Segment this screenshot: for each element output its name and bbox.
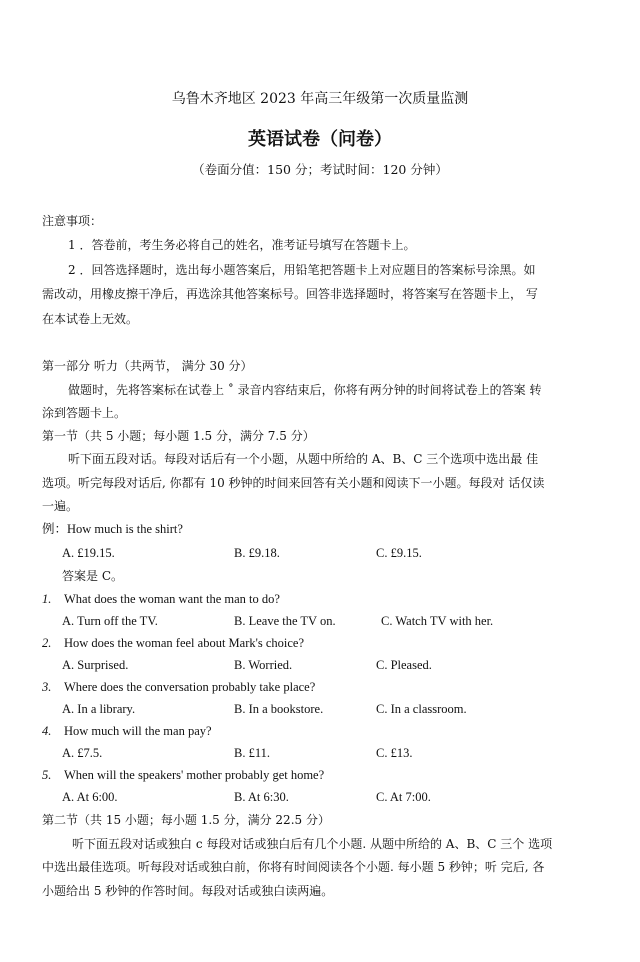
section1-intro-line-2: 选项。听完每段对话后, 你都有 10 秒钟的时间来回答有关小题和阅读下一小题。每段对 话仅读 bbox=[42, 476, 545, 490]
question-1 bbox=[42, 591, 280, 607]
question-1-option-b: B. Leave the TV on. bbox=[234, 614, 336, 628]
question-4-option-a: A. £7.5. bbox=[62, 746, 103, 760]
question-number: 3. bbox=[42, 680, 52, 694]
paper-meta: （卷面分值：150 分；考试时间：120 分钟） bbox=[192, 162, 448, 177]
example-question: 例：How much is the shirt? bbox=[42, 522, 183, 536]
question-2-option-b: B. Worried. bbox=[234, 658, 293, 672]
section2-intro-line-2: 中选出最佳选项。听每段对话或独白前，你将有时间阅读各个小题. 每小题 5 秒钟；听 完后, 各 bbox=[42, 860, 545, 874]
question-3-option-a: A. In a library. bbox=[62, 702, 136, 716]
notice-item-2-line-1: 2 ．回答选择题时，选出每小题答案后，用铅笔把答题卡上对应题目的答案标号涂黑。如 bbox=[68, 263, 536, 277]
question-text: What does the woman want the man to do? bbox=[64, 592, 280, 606]
question-5 bbox=[42, 767, 324, 783]
notice-item-2-line-2: 需改动，用橡皮擦干净后，再选涂其他答案标号。回答非选择题时，将答案写在答题卡上， 写 bbox=[42, 287, 538, 301]
question-number: 2. bbox=[42, 636, 52, 650]
question-number: 4. bbox=[42, 724, 52, 738]
section1-intro-line-1: 听下面五段对话。每段对话后有一个小题，从题中所给的 A、B、C 三个选项中选出最 佳 bbox=[68, 452, 539, 466]
section2-heading: 第二节（共 15 小题；每小题 1.5 分，满分 22.5 分） bbox=[42, 813, 330, 827]
example-option-c: C. £9.15. bbox=[376, 546, 422, 560]
example-answer: 答案是 C。 bbox=[62, 569, 123, 583]
exam-title: 乌鲁木齐地区 2023 年高三年级第一次质量监测 bbox=[171, 91, 469, 107]
question-3-option-c: C. In a classroom. bbox=[376, 702, 467, 716]
question-2-option-a: A. Surprised. bbox=[62, 658, 129, 672]
part1-intro-line-1: 做题时，先将答案标在试卷上 ˚ 录音内容结束后，你将有两分钟的时间将试卷上的答案 转 bbox=[68, 383, 542, 397]
section1-heading: 第一节（共 5 小题；每小题 1.5 分，满分 7.5 分） bbox=[42, 429, 315, 443]
question-1-option-a: A. Turn off the TV. bbox=[62, 614, 158, 628]
example-option-b: B. £9.18. bbox=[234, 546, 280, 560]
question-5-option-c: C. At 7:00. bbox=[376, 790, 431, 804]
question-number: 1. bbox=[42, 592, 52, 606]
notice-item-2-line-3: 在本试卷上无效。 bbox=[42, 312, 139, 326]
question-text: Where does the conversation probably take place? bbox=[64, 680, 316, 694]
question-text: How does the woman feel about Mark's choice? bbox=[64, 636, 305, 650]
example-option-a: A. £19.15. bbox=[62, 546, 115, 560]
question-4-option-c: C. £13. bbox=[376, 746, 413, 760]
question-2 bbox=[42, 635, 304, 651]
question-3 bbox=[42, 679, 315, 695]
section2-intro-line-1: 听下面五段对话或独白 c 每段对话或独白后有几个小题. 从题中所给的 A、B、C 三个 选项 bbox=[72, 837, 553, 851]
notice-item-1: 1 ．答卷前，考生务必将自己的姓名，准考证号填写在答题卡上。 bbox=[68, 238, 416, 252]
question-1-option-c: C. Watch TV with her. bbox=[381, 614, 494, 628]
question-5-option-b: B. At 6:30. bbox=[234, 790, 289, 804]
question-4-option-b: B. £11. bbox=[234, 746, 270, 760]
paper-subtitle: 英语试卷（问卷） bbox=[248, 129, 392, 150]
question-4 bbox=[42, 723, 212, 739]
question-text: When will the speakers' mother probably get home? bbox=[64, 768, 325, 782]
question-2-option-c: C. Pleased. bbox=[376, 658, 432, 672]
part1-heading: 第一部分 听力（共两节， 满分 30 分） bbox=[42, 359, 253, 373]
question-text: How much will the man pay? bbox=[64, 724, 212, 738]
question-5-option-a: A. At 6:00. bbox=[62, 790, 118, 804]
section1-intro-line-3: 一遍。 bbox=[42, 499, 79, 513]
question-number: 5. bbox=[42, 768, 52, 782]
notice-heading: 注意事项： bbox=[42, 214, 103, 228]
section2-intro-line-3: 小题给出 5 秒钟的作答时间。每段对话或独白读两遍。 bbox=[42, 884, 334, 898]
part1-intro-line-2: 涂到答题卡上。 bbox=[42, 406, 127, 420]
question-3-option-b: B. In a bookstore. bbox=[234, 702, 324, 716]
